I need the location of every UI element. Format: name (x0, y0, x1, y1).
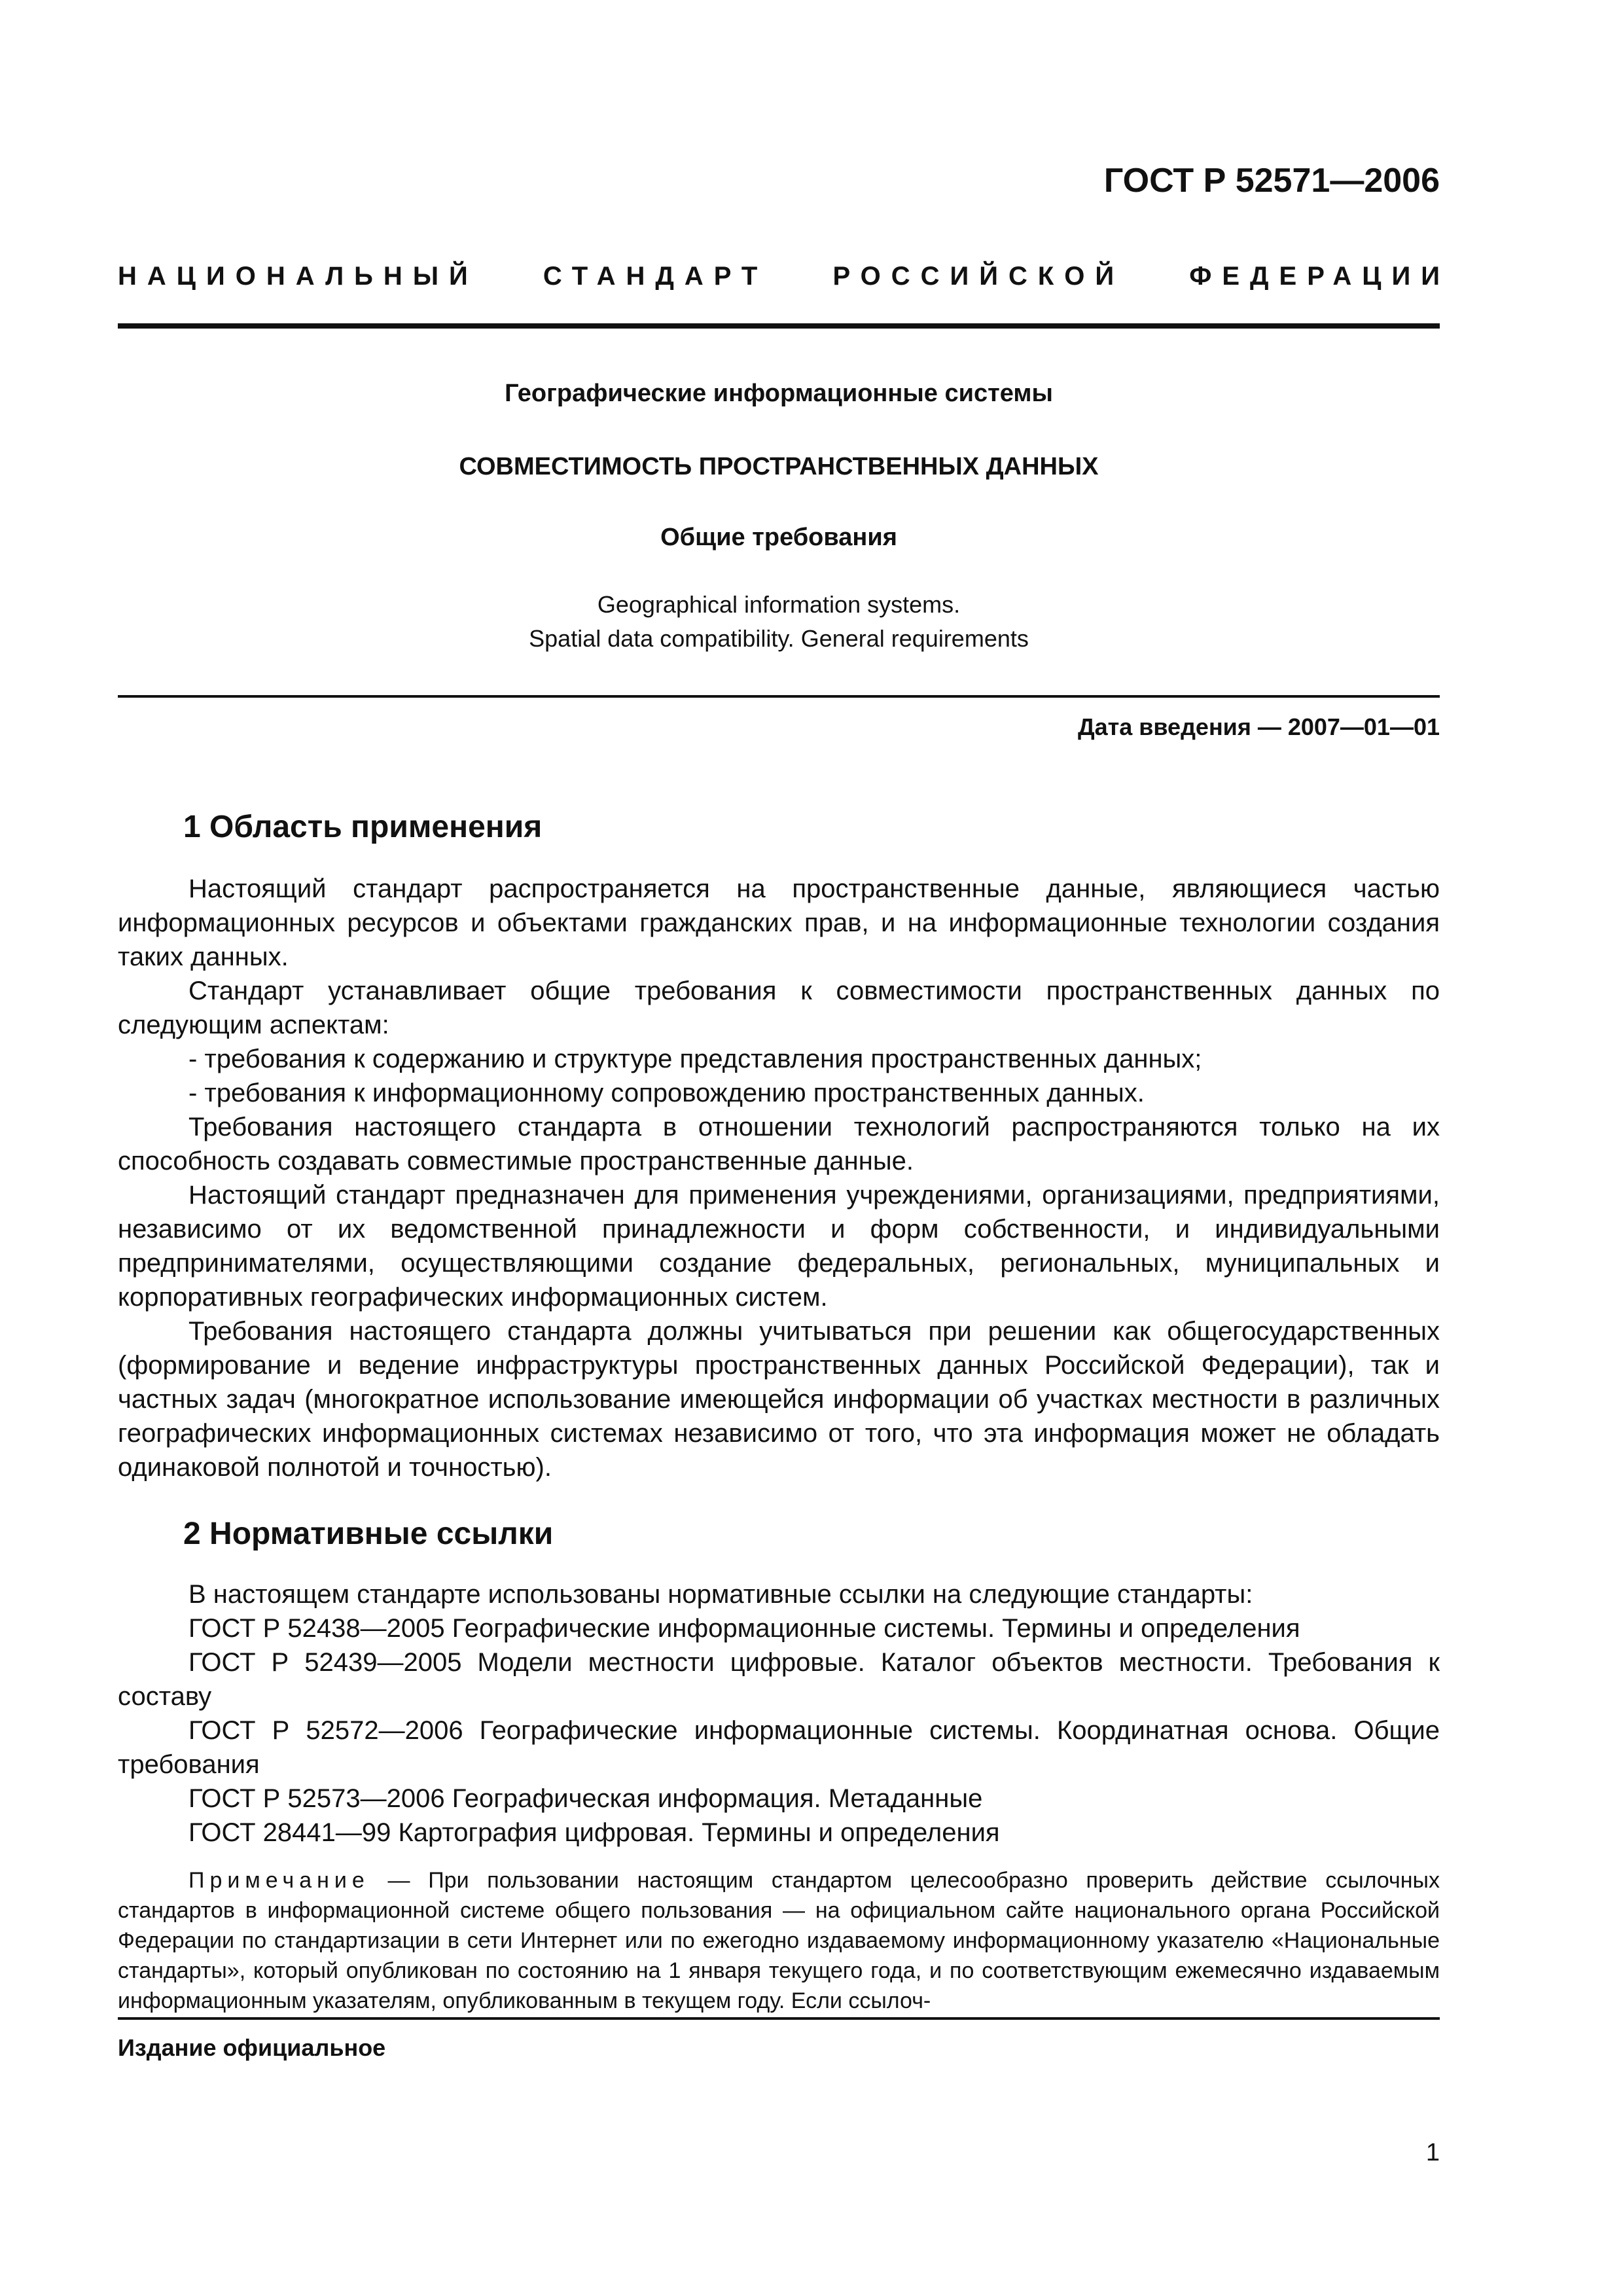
section-1-heading: 1 Область применения (183, 810, 543, 844)
banner-word-1: НАЦИОНАЛЬНЫЙ (118, 262, 478, 291)
doc-number: ГОСТ Р 52571—2006 (1103, 162, 1440, 200)
paragraph: Требования настоящего стандарта должны учитываться при решении как общегосударственных (формирование и ведение инфраструктуры пространственных данных Российской Федерации), так и частных задач (многократное использование имеющейся информации об участках местности в различных географических информационных системах независимо от того, что эта информация может не обладать одинаковой полнотой и точностью). (118, 1317, 1440, 1482)
title-divider (118, 695, 1440, 698)
document-page (118, 0, 1450, 2296)
section-2-heading: 2 Нормативные ссылки (183, 1516, 554, 1551)
footer-divider (118, 2017, 1440, 2020)
banner-word-3: РОССИЙСКОЙ (832, 262, 1125, 291)
reference-item: ГОСТ 28441—99 Картография цифровая. Термины и определения (188, 1818, 1000, 1847)
reference-item: ГОСТ Р 52572—2006 Географические информационные системы. Координатная основа. Общие требования (118, 1716, 1440, 1779)
english-title-1: Geographical information systems. (597, 591, 961, 618)
list-item: - требования к информационному сопровождению пространственных данных. (188, 1079, 1145, 1107)
paragraph: В настоящем стандарте использованы нормативные ссылки на следующие стандарты: (188, 1580, 1253, 1609)
reference-item: ГОСТ Р 52439—2005 Модели местности цифровые. Каталог объектов местности. Требования к составу (118, 1648, 1440, 1711)
paragraph: Требования настоящего стандарта в отношении технологий распространяются только на их способность создавать совместимые пространственные данные. (118, 1113, 1440, 1175)
title-line-1: Географические информационные системы (505, 380, 1053, 407)
note-label: Примечание (188, 1868, 370, 1893)
national-standard-banner (118, 262, 1450, 291)
list-item: - требования к содержанию и структуре представления пространственных данных; (188, 1045, 1202, 1073)
paragraph: Стандарт устанавливает общие требования к совместимости пространственных данных по следующим аспектам: (118, 977, 1440, 1039)
edition-label: Издание официальное (118, 2034, 386, 2061)
section-1-body (118, 872, 1440, 1484)
note-block (118, 1865, 1440, 2016)
english-title-2: Spatial data compatibility. General requirements (529, 625, 1029, 652)
note-text: — При пользовании настоящим стандартом целесообразно проверить действие ссылочных стандартов в информационной системе общего пользования — на официальном сайте национального органа Российской Федерации по стандартизации в сети Интернет или по ежегодно издаваемому информационному указателю «Национальные стандарты», который опубликован по состоянию на 1 января текущего года, и по соответствующим ежемесячно издаваемым информационным указателям, опубликованным в текущем году. Если ссылоч- (118, 1868, 1440, 2013)
reference-item: ГОСТ Р 52438—2005 Географические информационные системы. Термины и определения (188, 1614, 1300, 1643)
intro-date: Дата введения — 2007—01—01 (1077, 713, 1440, 740)
section-2-body (118, 1577, 1440, 1850)
page-number: 1 (1425, 2139, 1440, 2166)
reference-item: ГОСТ Р 52573—2006 Географическая информация. Метаданные (188, 1784, 983, 1813)
title-line-2: СОВМЕСТИМОСТЬ ПРОСТРАНСТВЕННЫХ ДАННЫХ (459, 453, 1099, 480)
title-line-3: Общие требования (660, 524, 897, 551)
paragraph: Настоящий стандарт распространяется на пространственные данные, являющиеся частью информационных ресурсов и объектами гражданских прав, и на информационные технологии создания таких данных. (118, 874, 1440, 971)
header-divider (118, 323, 1440, 329)
banner-word-4: ФЕДЕРАЦИИ (1189, 262, 1450, 291)
banner-word-2: СТАНДАРТ (543, 262, 768, 291)
paragraph: Настоящий стандарт предназначен для применения учреждениями, организациями, предприятиями, независимо от их ведомственной принадлежности и форм собственности, и индивидуальными предпринимателями, осуществляющими создание федеральных, региональных, муниципальных и корпоративных географических информационных систем. (118, 1181, 1440, 1312)
